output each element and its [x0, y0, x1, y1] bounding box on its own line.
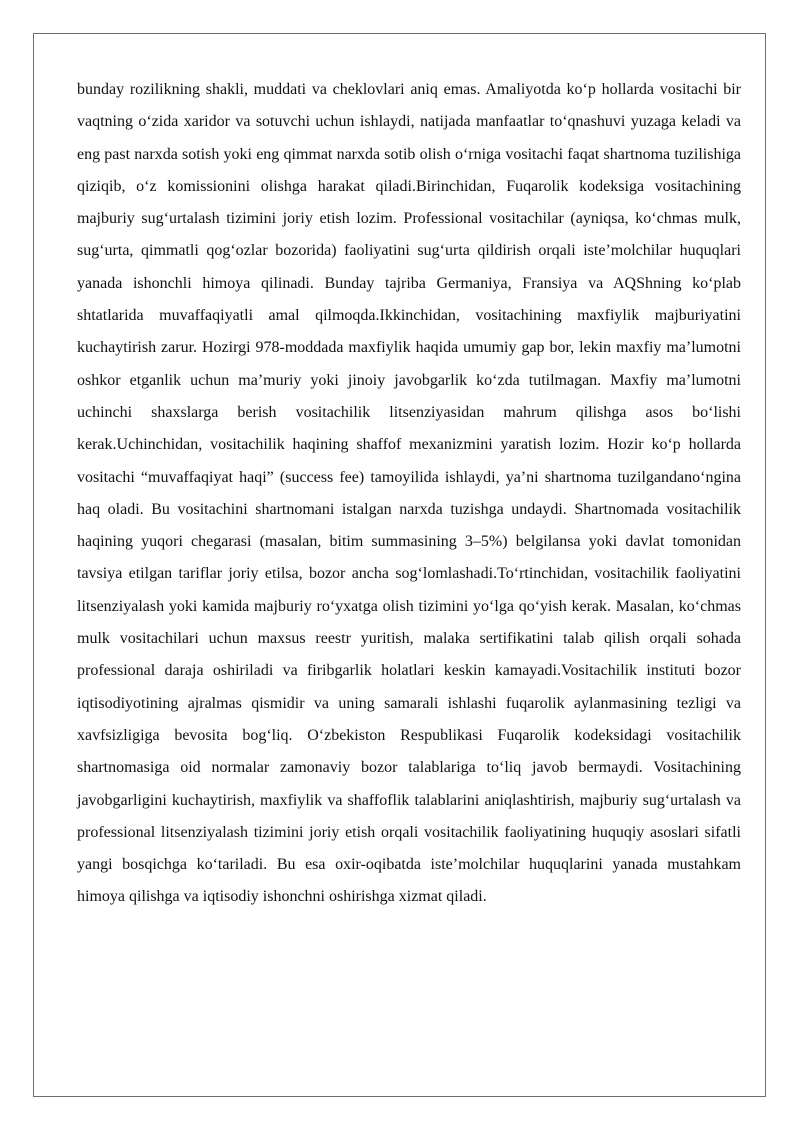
document-body-paragraph: bunday rozilikning shakli, muddati va cheklovlari aniq emas. Amaliyotda koʻp hollarda vositachi bir vaqtning oʻzida xaridor va sotuvchi uchun ishlaydi, natijada manfaatlar toʻqnashuvi yuzaga keladi va eng past narxda sotish yoki eng qimmat narxda sotib olish oʻrniga vositachi faqat shartnoma tuzilishiga qiziqib, oʻz komissionini olishga harakat qiladi.Birinchidan, Fuqarolik kodeksiga vositachining majburiy sugʻurtalash tizimini joriy etish lozim. Professional vositachilar (ayniqsa, koʻchmas mulk, sugʻurta, qimmatli qogʻozlar bozorida) faoliyatini sugʻurta qildirish orqali isteʼmolchilar huquqlari yanada ishonchli himoya qilinadi. Bunday tajriba Germaniya, Fransiya va AQShning koʻplab shtatlarida muvaffaqiyatli amal qilmoqda.Ikkinchidan, vositachining maxfiylik majburiyatini kuchaytirish zarur. Hozirgi 978-moddada maxfiylik haqida umumiy gap bor, lekin maxfiy maʼlumotni oshkor etganlik uchun maʼmuriy yoki jinoiy javobgarlik koʻzda tutilmagan. Maxfiy maʼlumotni uchinchi shaxslarga berish vositachilik litsenziyasidan mahrum qilishga asos boʻlishi kerak.Uchinchidan, vositachilik haqining shaffof mexanizmini yaratish lozim. Hozir koʻp hollarda vositachi “muvaffaqiyat haqi” (success fee) tamoyilida ishlaydi, yaʼni shartnoma tuzilgandanoʻngina haq oladi. Bu vositachini shartnomani istalgan narxda tuzishga undaydi. Shartnomada vositachilik haqining yuqori chegarasi (masalan, bitim summasining 3–5%) belgilansa yoki davlat tomonidan tavsiya etilgan tariflar joriy etilsa, bozor ancha sogʻlomlashadi.Toʻrtinchidan, vositachilik faoliyatini litsenziyalash yoki kamida majburiy roʻyxatga olish tizimini yoʻlga qoʻyish kerak. Masalan, koʻchmas mulk vositachilari uchun maxsus reestr yuritish, malaka sertifikatini talab qilish orqali sohada professional daraja oshiriladi va firibgarlik holatlari keskin kamayadi.Vositachilik instituti bozor iqtisodiyotining ajralmas qismidir va uning samarali ishlashi fuqarolik aylanmasining tezligi va xavfsizligiga bevosita bogʻliq. Oʻzbekiston Respublikasi Fuqarolik kodeksidagi vositachilik shartnomasiga oid normalar zamonaviy bozor talablariga toʻliq javob bermaydi. Vositachining javobgarligini kuchaytirish, maxfiylik va shaffoflik talablarini aniqlashtirish, majburiy sugʻurtalash va professional litsenziyalash tizimini joriy etish orqali vositachilik faoliyatining huquqiy asoslari sifatli yangi bosqichga koʻtariladi. Bu esa oxir-oqibatda isteʼmolchilar huquqlarini yanada mustahkam himoya qilishga va iqtisodiy ishonchni oshirishga xizmat qiladi.	[77, 81, 741, 906]
